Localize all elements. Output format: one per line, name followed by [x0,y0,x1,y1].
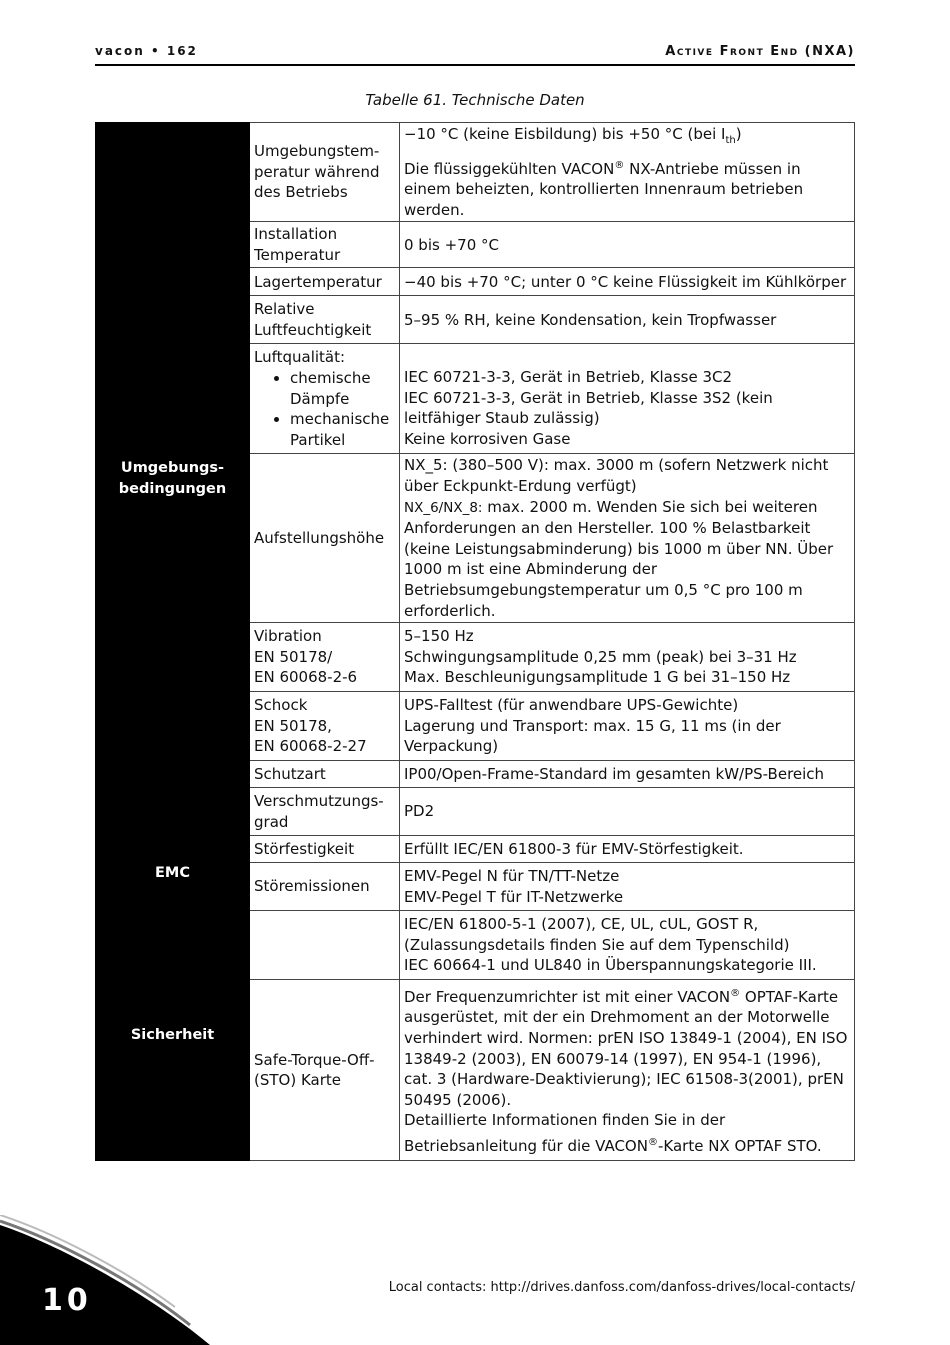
group-sicherheit: Sicherheit [96,911,250,1161]
row-value: 0 bis +70 °C [400,222,855,268]
row-value: IEC 60721-3-3, Gerät in Betrieb, Klasse 3C2 IEC 60721-3-3, Gerät in Betrieb, Klasse 3S2 (kein leitfähiger Staub zulässig) Keine korrosiven Gase [400,344,855,454]
table-caption: Tabelle 61. Technische Daten [365,91,585,109]
row-label: Umgebungstem- peratur während des Betriebs [250,123,400,222]
group-umgebungsbedingungen: Umgebungs- bedingungen [96,123,250,836]
row-label: Installation Temperatur [250,222,400,268]
header-left: vacon • 162 [95,44,198,58]
row-value: IEC/EN 61800-5-1 (2007), CE, UL, cUL, GOST R, (Zulassungsdetails finden Sie auf dem Typenschild) IEC 60664-1 und UL840 in Überspannungskategorie III. [400,911,855,980]
row-label: Luftqualität: • chemische Dämpfe • mechanische Partikel [250,344,400,454]
table-row [96,123,855,222]
group-emc: EMC [96,836,250,911]
row-value: NX_5: (380–500 V): max. 3000 m (sofern Netzwerk nicht über Eckpunkt-Erdung verfügt) NX_6/NX_8: max. 2000 m. Wenden Sie sich bei weiteren Anforderungen an den Hersteller. 100 % Belastbarkeit (keine Leistungsabminderung) bis 1000 m über NN. Über 1000 m ist eine Abminderung der Betriebsumgebungstemperatur um 0,5 °C pro 100 m erforderlich. [400,454,855,623]
row-label: Lagertemperatur [250,268,400,296]
row-value: PD2 [400,788,855,836]
row-value: Erfüllt IEC/EN 61800-3 für EMV-Störfestigkeit. [400,836,855,863]
row-label: Safe-Torque-Off- (STO) Karte [250,980,400,1161]
corner-decoration [0,1215,210,1345]
table-row [96,911,855,980]
row-value: EMV-Pegel N für TN/TT-Netze EMV-Pegel T für IT-Netzwerke [400,863,855,911]
row-label: Verschmutzungs- grad [250,788,400,836]
row-value: Der Frequenzumrichter ist mit einer VACON® OPTAF-Karte ausgerüstet, mit der ein Drehmoment an der Motorwelle verhindert wird. Normen: prEN ISO 13849-1 (2004), EN ISO 13849-2 (2003), EN 60079-14 (1997), EN 954-1 (1996), cat. 3 (Hardware-Deaktivierung); IEC 61508-3(2001), prEN 50495 (2006). Detaillierte Informationen finden Sie in der Betriebsanleitung für die VACON®-Karte NX OPTAF STO. [400,980,855,1161]
row-label [250,911,400,980]
page-number: 10 [42,1283,92,1318]
row-value: 5–150 Hz Schwingungsamplitude 0,25 mm (peak) bei 3–31 Hz Max. Beschleunigungsamplitude 1 G bei 31–150 Hz [400,623,855,692]
list-item: • chemische Dämpfe [290,368,395,409]
row-value: −10 °C (keine Eisbildung) bis +50 °C (bei $I_{th}$) Die flüssiggekühlten VACON® NX-Antriebe müssen in einem beheizten, kontrollierten Innenraum betrieben werden. [400,123,855,222]
row-label: Störemissionen [250,863,400,911]
row-label: Relative Luftfeuchtigkeit [250,296,400,344]
bullet-list [254,368,395,450]
technical-data-table [95,122,855,1161]
row-label: Vibration EN 50178/ EN 60068-2-6 [250,623,400,692]
row-label: Schock EN 50178, EN 60068-2-27 [250,692,400,761]
footer-contacts: Local contacts: http://drives.danfoss.com/danfoss-drives/local-contacts/ [388,1280,855,1295]
row-value: 5–95 % RH, keine Kondensation, kein Tropfwasser [400,296,855,344]
row-value: UPS-Falltest (für anwendbare UPS-Gewichte) Lagerung und Transport: max. 15 G, 11 ms (in der Verpackung) [400,692,855,761]
row-label: Aufstellungshöhe [250,454,400,623]
row-label: Störfestigkeit [250,836,400,863]
table-row [96,836,855,863]
page-header [95,44,855,66]
row-value: −40 bis +70 °C; unter 0 °C keine Flüssigkeit im Kühlkörper [400,268,855,296]
row-value: IP00/Open-Frame-Standard im gesamten kW/PS-Bereich [400,761,855,788]
row-label: Schutzart [250,761,400,788]
list-item: • mechanische Partikel [290,409,395,450]
header-right: Active Front End (NXA) [665,44,855,59]
